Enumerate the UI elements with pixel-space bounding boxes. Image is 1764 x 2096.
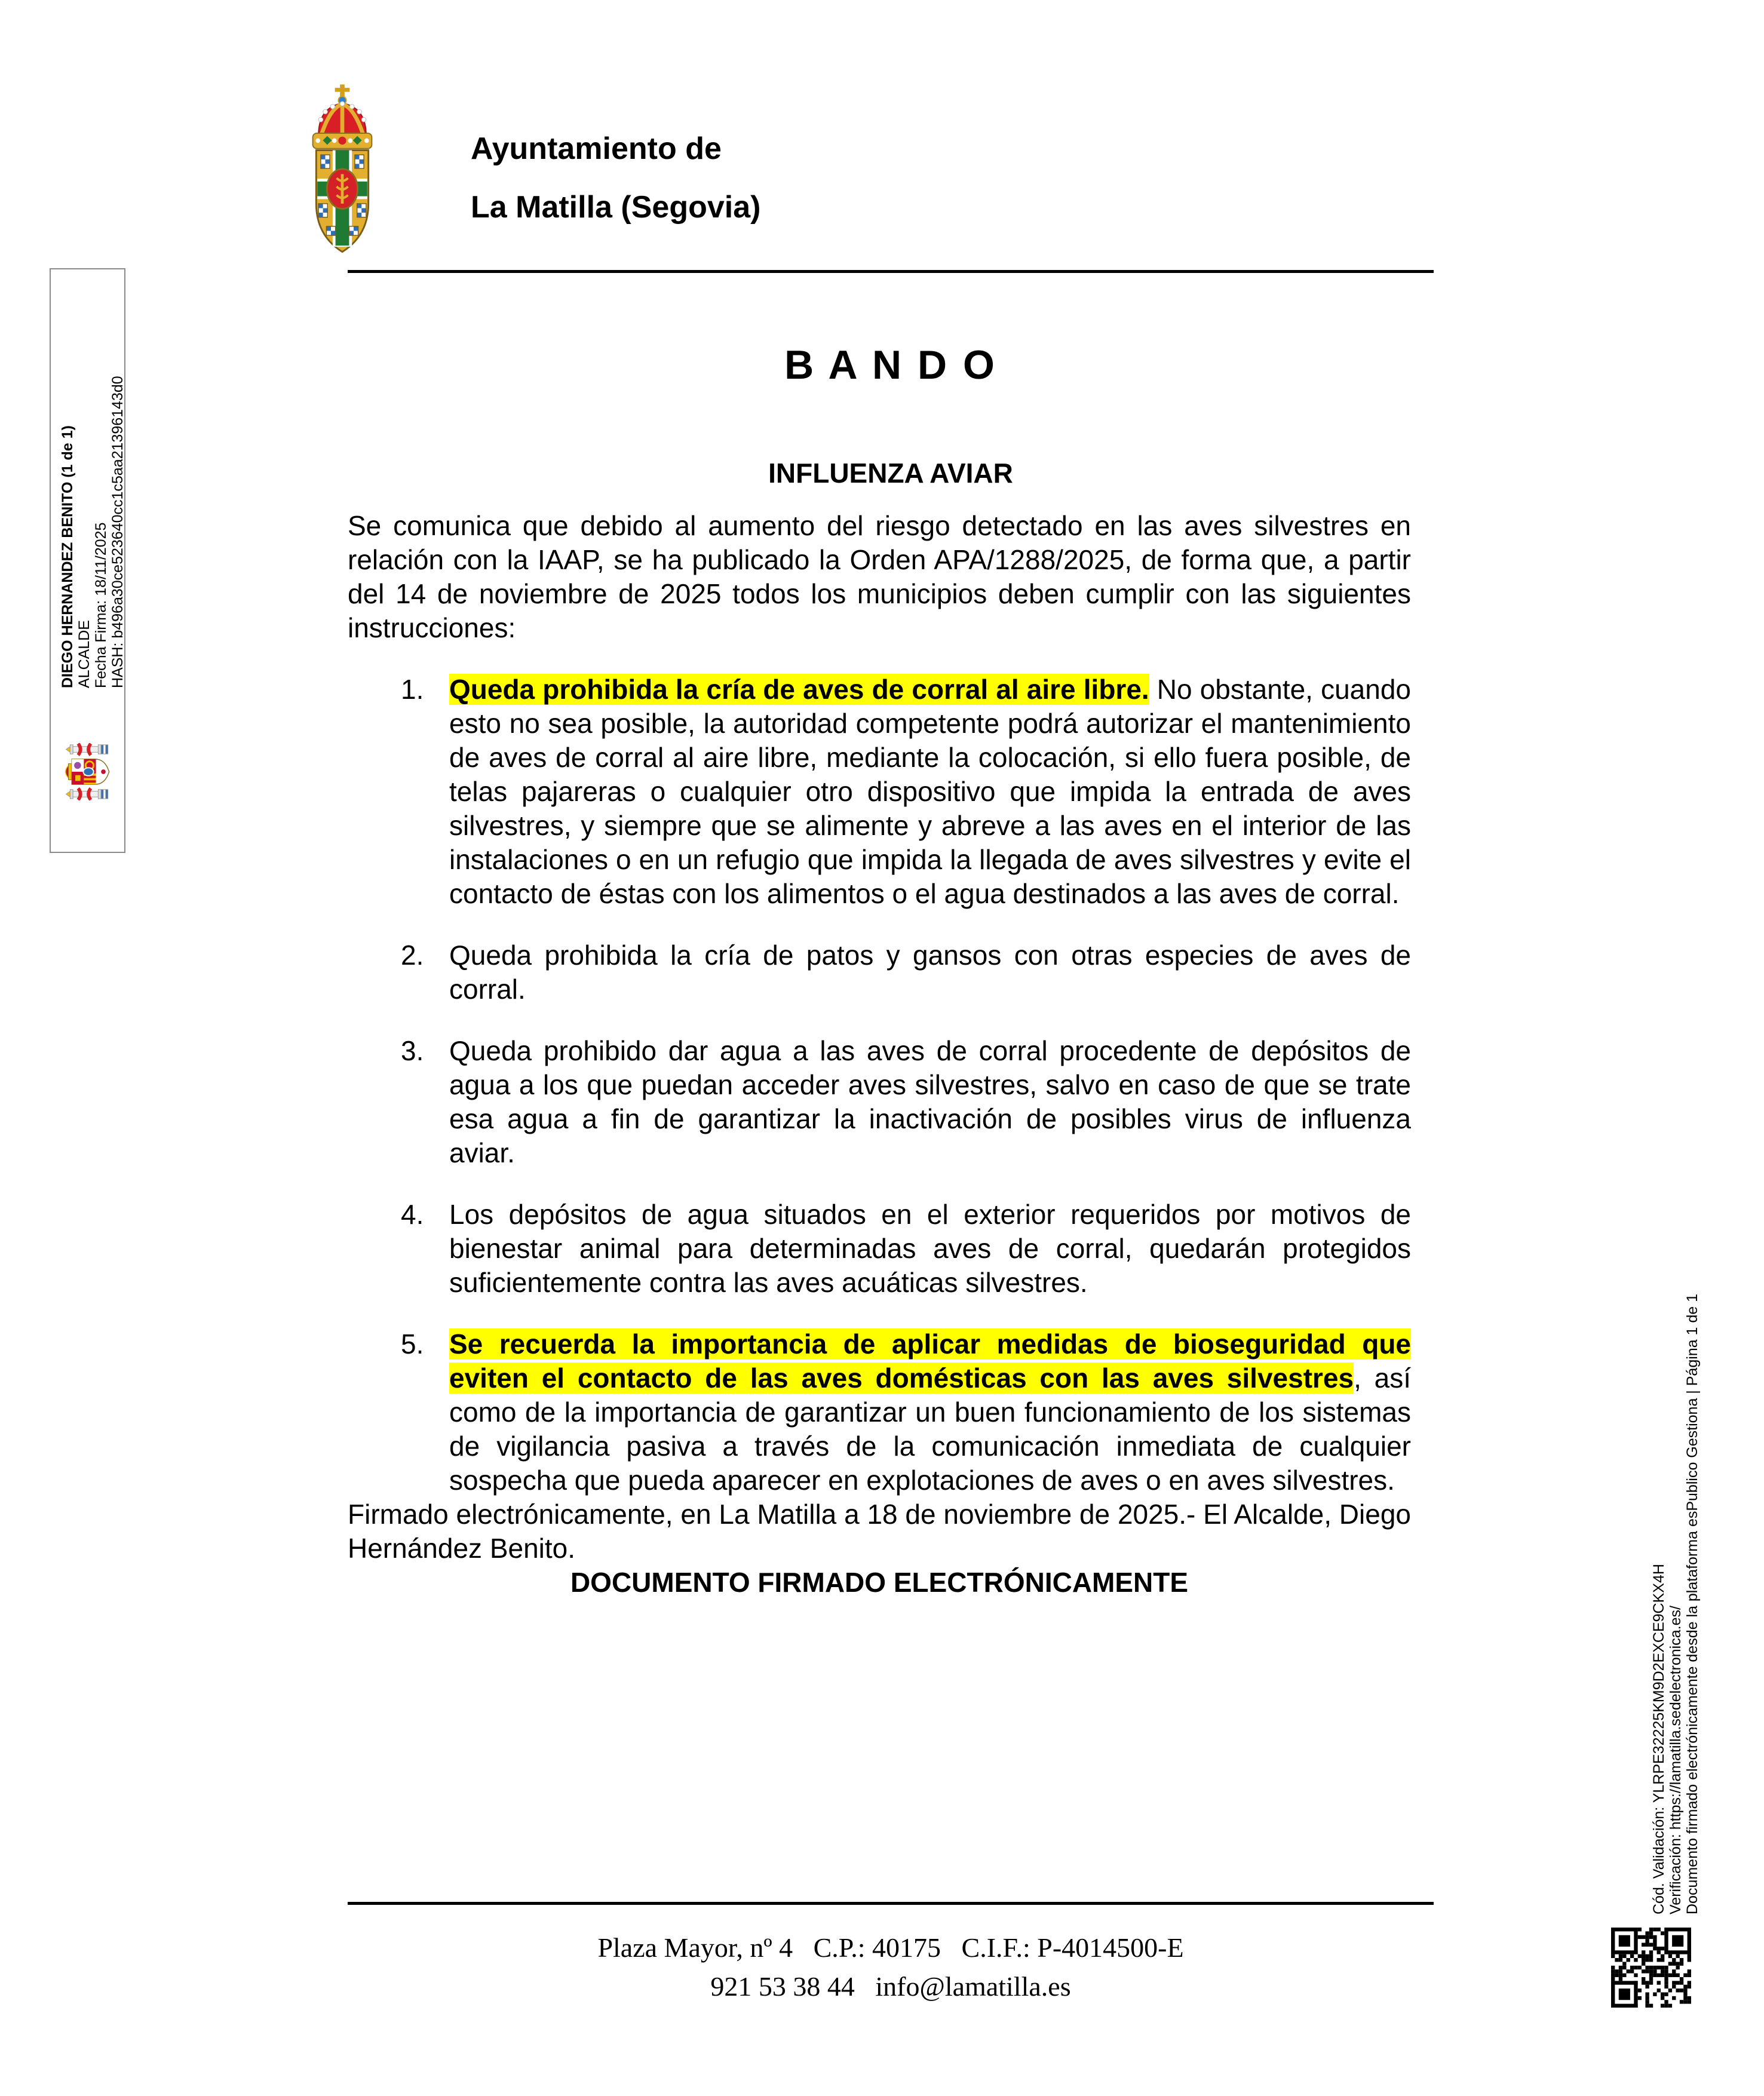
list-item <box>348 673 1411 911</box>
list-item <box>348 1327 1411 1497</box>
list-item <box>348 1034 1411 1170</box>
list-item <box>348 1198 1411 1300</box>
signature-hash: HASH: b496a30ce523640cc1c5aa21396143d0 <box>109 376 126 688</box>
signer-role: ALCALDE <box>76 620 93 688</box>
spain-coat-of-arms-icon <box>61 743 118 800</box>
highlighted-text: Se recuerda la importancia de aplicar medidas de bioseguridad que eviten el contacto de las aves domésticas con las aves silvestres <box>449 1328 1411 1394</box>
header-rule <box>348 270 1434 273</box>
organization-name <box>471 119 760 237</box>
signer-name: DIEGO HERNANDEZ BENITO (1 de 1) <box>59 425 76 688</box>
qr-code-icon <box>1611 1928 1691 2008</box>
signature-date: Fecha Firma: 18/11/2025 <box>93 522 109 688</box>
footer-address-line: Plaza Mayor, nº 4 C.P.: 40175 C.I.F.: P-4014500-E <box>597 1932 1184 1963</box>
document-body <box>348 509 1411 1600</box>
footer-rule <box>348 1902 1434 1905</box>
intro-paragraph: Se comunica que debido al aumento del riesgo detectado en las aves silvestres en relación con la IAAP, se ha publicado la Orden APA/1288/2025, de forma que, a partir del 14 de noviembre de 2025 todos los municipios deben cumplir con las siguientes instrucciones: <box>348 510 1411 643</box>
item-text: , así como de la importancia de garantizar un buen funcionamiento de los sistemas de vigilancia pasiva a través de la comunicación inmediata de cualquier sospecha que pueda aparecer en explotaciones de aves o en aves silvestres. <box>449 1362 1411 1496</box>
validation-strip <box>1651 1262 1702 1914</box>
municipal-coat-of-arms-logo <box>297 82 388 254</box>
signed-statement: DOCUMENTO FIRMADO ELECTRÓNICAMENTE <box>570 1567 1189 1598</box>
org-line-2: La Matilla (Segovia) <box>471 190 761 225</box>
item-number: 3. <box>401 1035 424 1066</box>
verification-url: Verificación: https://lamatilla.sedelectronica.es/ <box>1667 1606 1684 1914</box>
highlighted-text: Queda prohibida la cría de aves de corral al aire libre. <box>449 674 1149 705</box>
document-subtitle: INFLUENZA AVIAR <box>768 458 1013 489</box>
list-item <box>348 938 1411 1006</box>
la-matilla-arms-icon <box>297 82 388 254</box>
footer-contact-line: 921 53 38 44 info@lamatilla.es <box>710 1971 1071 2002</box>
document-title: B A N D O <box>784 342 997 388</box>
item-text: No obstante, cuando esto no sea posible, la autoridad competente podrá autorizar el mantenimiento de aves de corral al aire libre, mediante la colocación, si ello fuera posible, de telas pajareras o cualquier otro dispositivo que impida la entrada de aves silvestres, y siempre que se alimente y abreve a las aves en el interior de las instalaciones o en un refugio que impida la llegada de aves silvestres y evite el contacto de éstas con los alimentos o el agua destinados a las aves de corral. <box>449 674 1411 909</box>
item-number: 2. <box>401 940 424 971</box>
item-text: Queda prohibida la cría de patos y gansos con otras especies de aves de corral. <box>449 940 1411 1005</box>
closing-paragraph: Firmado electrónicamente, en La Matilla a 18 de noviembre de 2025.- El Alcalde, Diego Hernández Benito. <box>348 1499 1411 1564</box>
signature-stamp-text <box>59 293 126 688</box>
platform-note: Documento firmado electrónicamente desde la plataforma esPublico Gestiona | Página 1 de 1 <box>1684 1293 1701 1914</box>
validation-code: Cód. Validación: YLRPE32225KM9D2EXCE9CKX4H <box>1651 1564 1667 1914</box>
item-number: 5. <box>401 1328 424 1360</box>
instruction-list <box>348 673 1411 1497</box>
item-text: Queda prohibido dar agua a las aves de corral procedente de depósitos de agua a los que puedan acceder aves silvestres, salvo en caso de que se trate esa agua a fin de garantizar la inactivación de posibles virus de influenza aviar. <box>449 1035 1411 1168</box>
org-line-1: Ayuntamiento de <box>471 131 722 166</box>
footer <box>348 1928 1434 2006</box>
item-text: Los depósitos de agua situados en el exterior requeridos por motivos de bienestar animal para determinadas aves de corral, quedarán protegidos suficientemente contra las aves acuáticas silvestres. <box>449 1199 1411 1298</box>
item-number: 4. <box>401 1199 424 1230</box>
item-number: 1. <box>401 674 424 705</box>
